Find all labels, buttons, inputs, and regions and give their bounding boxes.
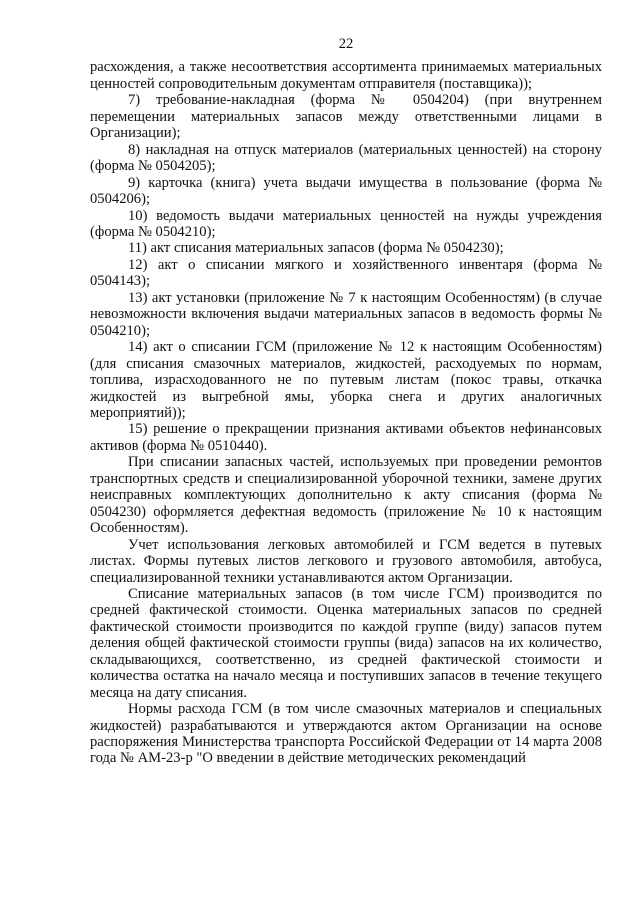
page-number: 22	[338, 36, 354, 52]
list-item: 10) ведомость выдачи материальных ценностей на нужды учреждения (форма № 0504210);	[90, 207, 602, 240]
list-item: 13) акт установки (приложение № 7 к настоящим Особенностям) (в случае невозможности включения выдачи материальных запасов в ведомость формы № 0504210);	[90, 289, 602, 339]
paragraph: Списание материальных запасов (в том числе ГСМ) производится по средней фактической стоимости. Оценка материальных запасов по средней фактической стоимости производится по каждой группе (виду) запасов путем деления общей фактической стоимости группы (вида) запасов на их количество, складывающихся, соответственно, из средней фактической стоимости и количества остатка на начало месяца и поступивших запасов в течение текущего месяца на дату списания.	[90, 585, 602, 701]
list-item: 15) решение о прекращении признания активами объектов нефинансовых активов (форма № 0510440).	[90, 421, 602, 454]
document-body	[90, 59, 602, 766]
paragraph: Учет использования легковых автомобилей и ГСМ ведется в путевых листах. Формы путевых листов легкового и грузового автомобиля, автобуса, специализированной техники устанавливаются актом Организации.	[90, 536, 602, 586]
list-item: 14) акт о списании ГСМ (приложение № 12 к настоящим Особенностям) (для списания смазочных материалов, жидкостей, расходуемых по нормам, топлива, израсходованного не по путевым листам (покос травы, откачка жидкостей из выгребной ямы, уборка снега и других аналогичных мероприятий));	[90, 339, 602, 421]
paragraph: Нормы расхода ГСМ (в том числе смазочных материалов и специальных жидкостей) разрабатываются и утверждаются актом Организации на основе распоряжения Министерства транспорта Российской Федерации от 14 марта 2008 года № АМ-23-р "О введении в действие методических рекомендаций	[90, 701, 602, 767]
list-item: 12) акт о списании мягкого и хозяйственного инвентаря (форма № 0504143);	[90, 256, 602, 290]
paragraph: При списании запасных частей, используемых при проведении ремонтов транспортных средств и специализированной уборочной техники, замене других неисправных комплектующих дополнительно к акту списания (форма № 0504230) оформляется дефектная ведомость (приложение № 10 к настоящим Особенностям).	[90, 454, 602, 537]
list-item: 7) требование-накладная (форма № 0504204) (при внутреннем перемещении материальных запасов между ответственными лицами в Организации);	[90, 92, 602, 142]
list-item: 8) накладная на отпуск материалов (материальных ценностей) на сторону (форма № 0504205);	[90, 141, 602, 175]
list-item: 9) карточка (книга) учета выдачи имущества в пользование (форма № 0504206);	[90, 174, 602, 208]
paragraph: расхождения, а также несоответствия ассортимента принимаемых материальных ценностей сопроводительным документам отправителя (поставщика));	[90, 59, 602, 92]
list-item: 11) акт списания материальных запасов (форма № 0504230);	[128, 240, 504, 257]
